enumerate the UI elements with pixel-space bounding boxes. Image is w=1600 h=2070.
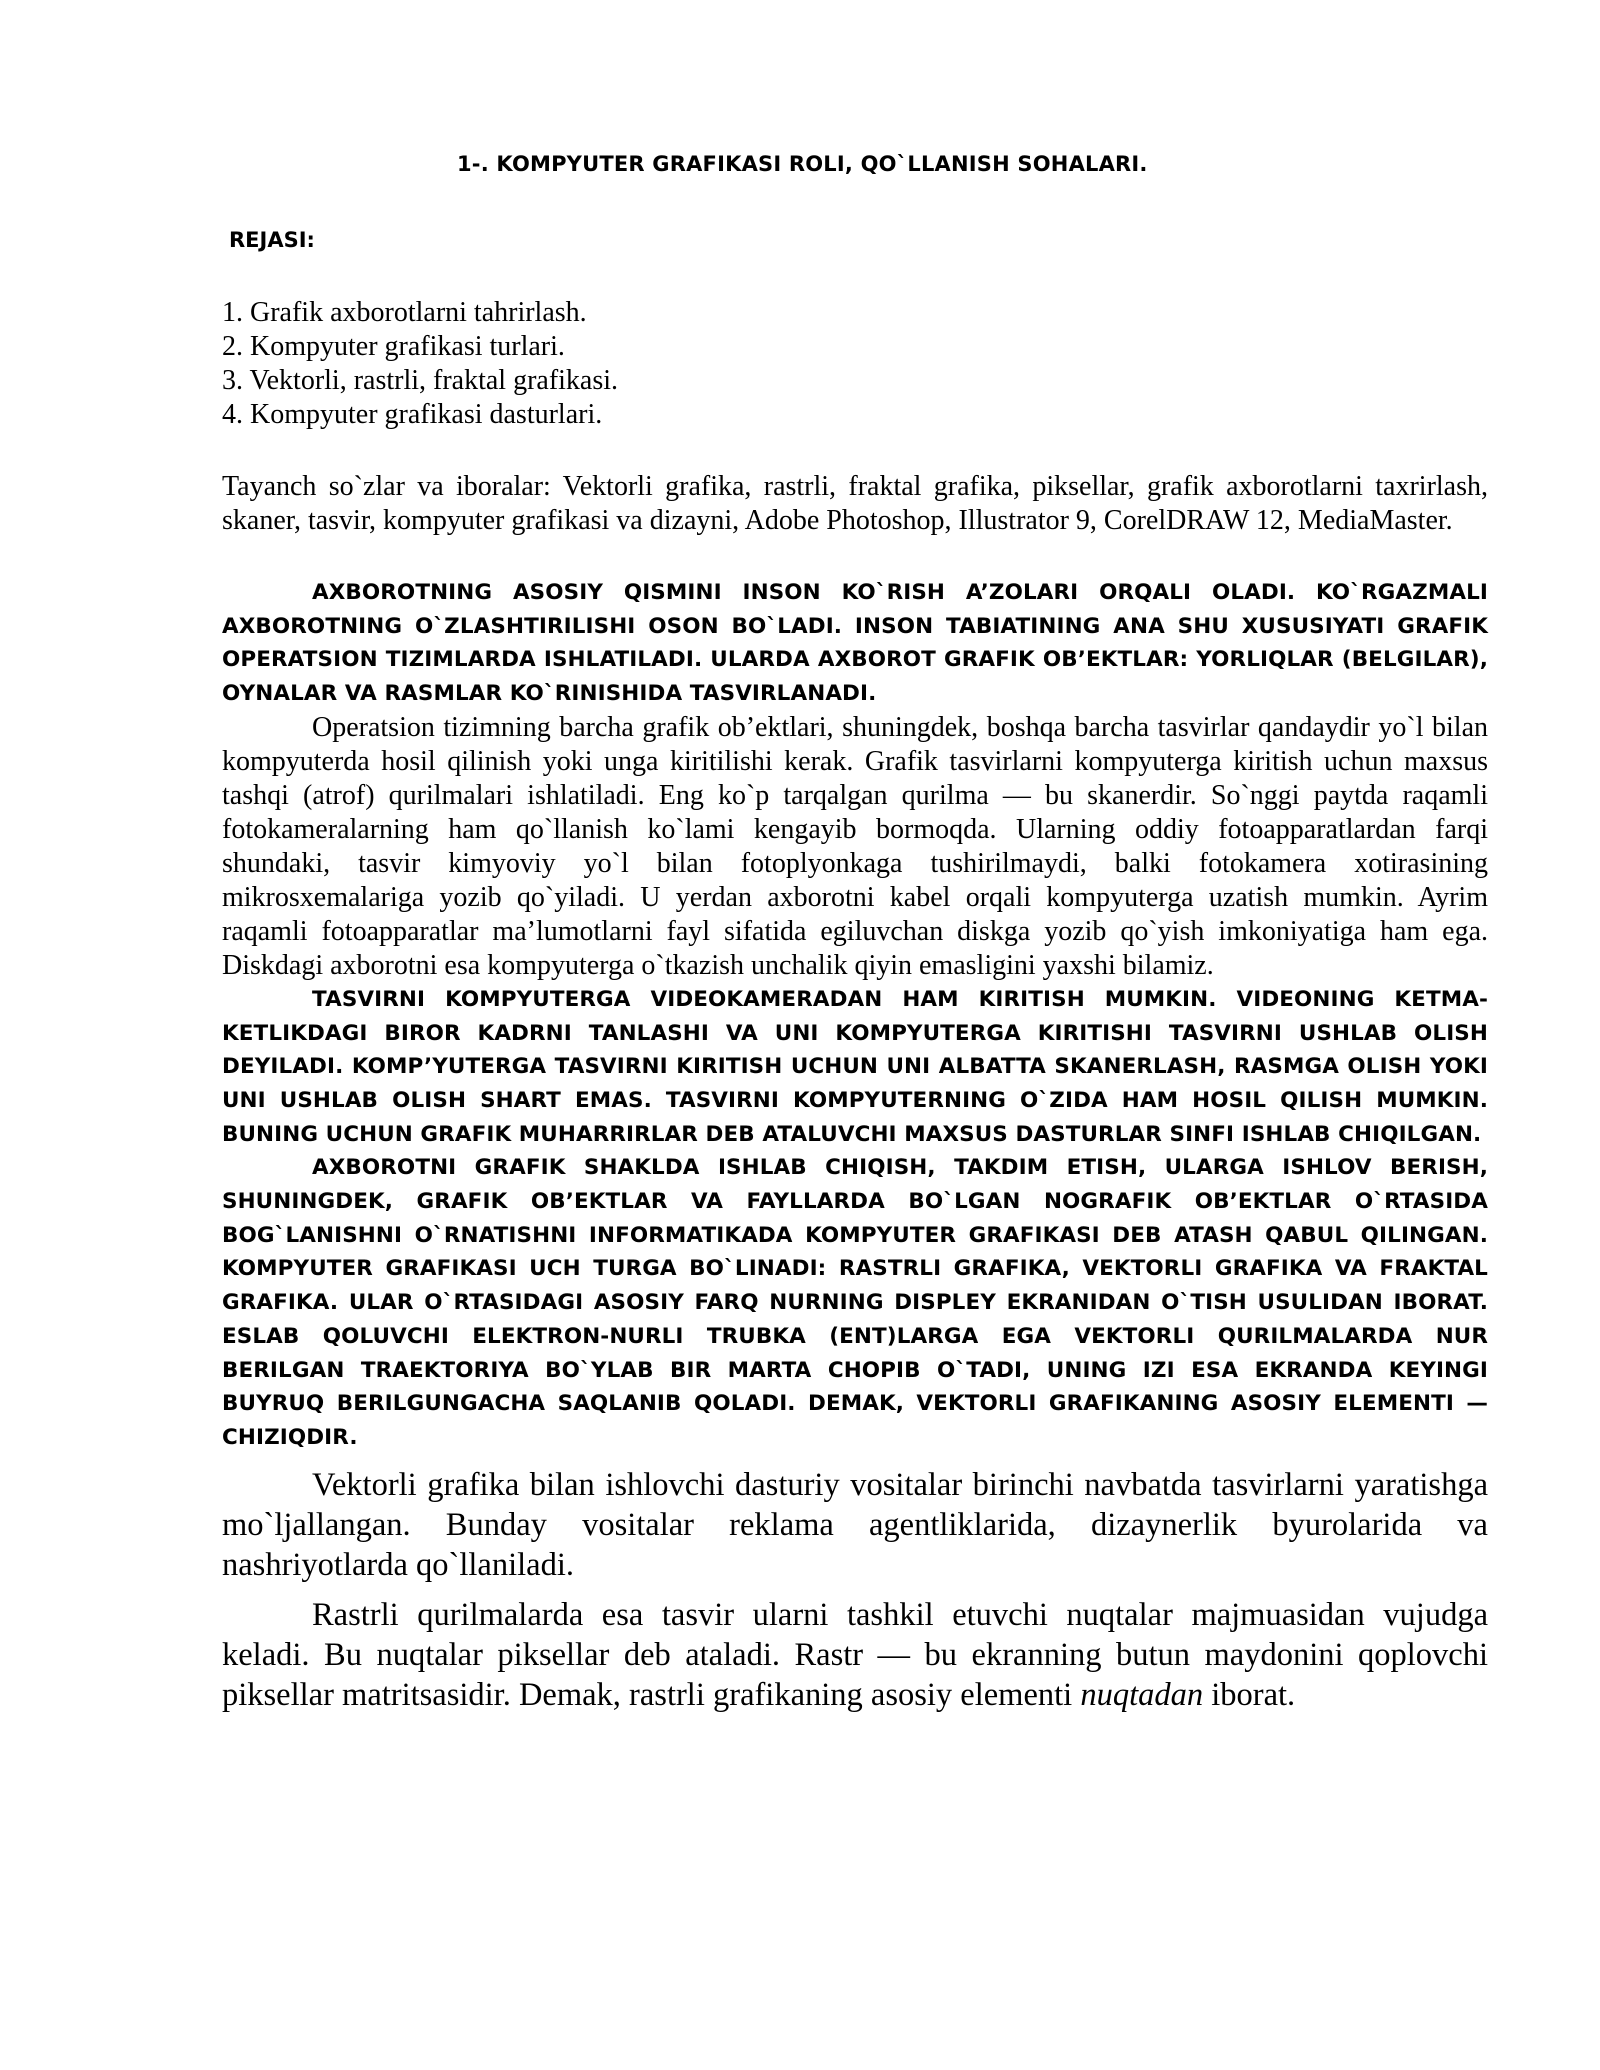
plan-item: 4. Kompyuter grafikasi dasturlari. [222, 399, 603, 430]
caps-paragraph-1: AXBOROTNING ASOSIY QISMINI INSON KO`RISH A’ZOLARI ORQALI OLADI. KO`RGAZMALI AXBOROTNING O`ZLASHTIRILISHI OSON BO`LADI. INSON TABIATINING ANA SHU XUSUSIYATI GRAFIK OPERATSION TIZIMLARDA ISHLATILADI. ULARDA AXBOROT GRAFIK OB’EKTLAR: YORLIQLAR (BELGILAR), OYNALAR VA RASMLAR KO`RINISHIDA TASVIRLANADI. [222, 580, 1488, 707]
plan-item: 3. Vektorli, rastrli, fraktal grafikasi. [222, 365, 619, 396]
keywords-paragraph: Tayanch so`zlar va iboralar: Vektorli grafika, rastrli, fraktal grafika, piksellar, grafik axborotlarni taxrirlash, skaner, tasvir, kompyuter grafikasi va dizayni, Adobe Photoshop, Illustrator 9, CorelDRAW 12, MediaMaster. [222, 471, 1488, 536]
large-paragraph-2-end: iborat. [1211, 1676, 1296, 1713]
plan-item: 1. Grafik axborotlarni tahrirlash. [222, 297, 587, 328]
plan-item: 2. Kompyuter grafikasi turlari. [222, 331, 565, 362]
large-paragraph-2 [222, 1595, 1488, 1715]
caps-paragraph-2: TASVIRNI KOMPYUTERGA VIDEOKAMERADAN HAM KIRITISH MUMKIN. VIDEONING KETMA-KETLIKDAGI BIROR KADRNI TANLASHI VA UNI KOMPYUTERGA KIRITISHI TASVIRNI USHLAB OLISH DEYILADI. KOMP’YUTERGA TASVIRNI KIRITISH UCHUN UNI ALBATTA SKANERLASH, RASMGA OLISH YOKI UNI USHLAB OLISH SHART EMAS. TASVIRNI KOMPYUTERNING O`ZIDA HAM HOSIL QILISH MUMKIN. BUNING UCHUN GRAFIK MUHARRIRLAR DEB ATALUVCHI MAXSUS DASTURLAR SINFI ISHLAB CHIQILGAN. [222, 986, 1488, 1147]
plan-heading: REJASI: [229, 228, 315, 252]
document-content [222, 150, 1488, 1715]
body-paragraph: Operatsion tizimning barcha grafik ob’ektlari, shuningdek, boshqa barcha tasvirlar qandaydir yo`l bilan kompyuterda hosil qilinish yoki unga kiritilishi kerak. Grafik tasvirlarni kompyuterga kiritish uchun maxsus tashqi (atrof) qurilmalari ishlatiladi. Eng ko`p tarqalgan qurilma — bu skanerdir. So`nggi paytda raqamli fotokameralarning ham qo`llanish ko`lami kengayib bormoqda. Ularning oddiy fotoapparatlardan farqi shundaki, tasvir kimyoviy yo`l bilan fotoplyonkaga tushirilmaydi, balki fotokamera xotirasining mikrosxemalariga yozib qo`yiladi. U yerdan axborotni kabel orqali kompyuterga uzatish mumkin. Ayrim raqamli fotoapparatlar ma’lumotlarni fayl sifatida egiluvchan diskga yozib qo`yish imkoniyatiga ham ega. Diskdagi axborotni esa kompyuterga o`tkazish unchalik qiyin emasligini yaxshi bilamiz. [222, 711, 1488, 981]
plan-list [222, 296, 1488, 432]
large-paragraph-2-main: Rastrli qurilmalarda esa tasvir ularni tashkil etuvchi nuqtalar majmuasidan vujudga keladi. Bu nuqtalar piksellar deb ataladi. Rastr — bu ekranning butun maydonini qoplovchi piksellar matritsasidir. Demak, rastrli grafikaning asosiy elementi [222, 1596, 1488, 1713]
document-title: 1-. KOMPYUTER GRAFIKASI ROLI, QO`LLANISH SOHALARI. [457, 152, 1148, 176]
italic-term: nuqtadan [1080, 1676, 1204, 1713]
large-paragraph-1: Vektorli grafika bilan ishlovchi dasturiy vositalar birinchi navbatda tasvirlarni yaratishga mo`ljallangan. Bunday vositalar reklama agentliklarida, dizaynerlik byurolarida va nashriyotlarda qo`llaniladi. [222, 1466, 1488, 1583]
caps-paragraph-3: AXBOROTNI GRAFIK SHAKLDA ISHLAB CHIQISH, TAKDIM ETISH, ULARGA ISHLOV BERISH, SHUNINGDEK, GRAFIK OB’EKTLAR VA FAYLLARDA BO`LGAN NOGRAFIK OB’EKTLAR O`RTASIDA BOG`LANISHNI O`RNATISHNI INFORMATIKADA KOMPYUTER GRAFIKASI DEB ATASH QABUL QILINGAN. KOMPYUTER GRAFIKASI UCH TURGA BO`LINADI: RASTRLI GRAFIKA, VEKTORLI GRAFIKA VA FRAKTAL GRAFIKA. ULAR O`RTASIDAGI ASOSIY FARQ NURNING DISPLEY EKRANIDAN O`TISH USULIDAN IBORAT. ESLAB QOLUVCHI ELEKTRON-NURLI TRUBKA (ENT)LARGA EGA VEKTORLI QURILMALARDA NUR BERILGAN TRAEKTORIYA BO`YLAB BIR MARTA CHOPIB O`TADI, UNING IZI ESA EKRANDA KEYINGI BUYRUQ BERILGUNGACHA SAQLANIB QOLADI. DEMAK, VEKTORLI GRAFIKANING ASOSIY ELEMENTI — CHIZIQDIR. [222, 1155, 1488, 1450]
